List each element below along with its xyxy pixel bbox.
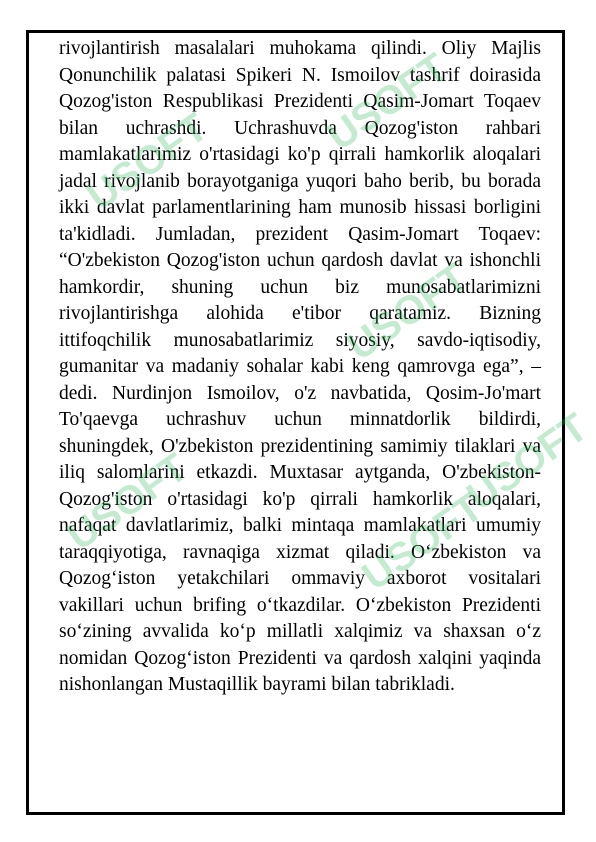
watermark: USOFT [354, 485, 491, 599]
watermark: USOFT [319, 45, 456, 159]
watermark: USOFT [79, 105, 216, 219]
page-border [26, 30, 565, 815]
watermark: USOFT [459, 405, 596, 519]
document-body-text: rivojlantirish masalalari muhokama qilindi. Oliy Majlis Qonunchilik palatasi Spikeri N. Ismoilov tashrif doirasida Qozog'iston Respublikasi Prezidenti Qasim-Jomart Toqaev bilan uchrashdi. Uchrashuvda Qozog'iston rahbari mamlakatlarimiz o'rtasidagi ko'p qirrali hamkorlik aloqalari jadal rivojlanib borayotganiga yuqori baho berib, bu borada ikki davlat parlamentlarining ham munosib hissasi borligini ta'kidladi. Jumladan, prezident Qasim-Jomart Toqaev: “O'zbekiston Qozog'iston uchun qardosh davlat va ishonchli hamkordir, shuning uchun biz munosabatlarimizni rivojlantirishga alohida e'tibor qaratamiz. Bizning ittifoqchilik munosabatlarimiz siyosiy, savdo-iqtisodiy, gumanitar va madaniy sohalar kabi keng qamrovga ega”, – dedi. Nurdinjon Ismoilov, o'z navbatida, Qosim-Jo'mart To'qaevga uchrashuv uchun minnatdorlik bildirdi, shuningdek, O'zbekiston prezidentining samimiy tilaklari va iliq salomlarini etkazdi. Muxtasar aytganda, O'zbekiston-Qozog'iston o'rtasidagi ko'p qirrali hamkorlik aloqalari, nafaqat davlatlarimiz, balki mintaqa mamlakatlari umumiy taraqqiyotiga, ravnaqiga xizmat qiladi. O‘zbekiston va Qozog‘iston yetakchilari ommaviy axborot vositalari vakillari uchun brifing o‘tkazdilar. O‘zbekiston Prezidenti so‘zining avvalida ko‘p millatli xalqimiz va shaxsan o‘z nomidan Qozog‘iston Prezidenti va qardosh xalqini yaqinda nishonlangan Mustaqillik bayrami bilan tabrikladi. [59, 38, 541, 695]
watermark: USOFT [339, 255, 476, 369]
watermark: USOFT [59, 445, 196, 559]
